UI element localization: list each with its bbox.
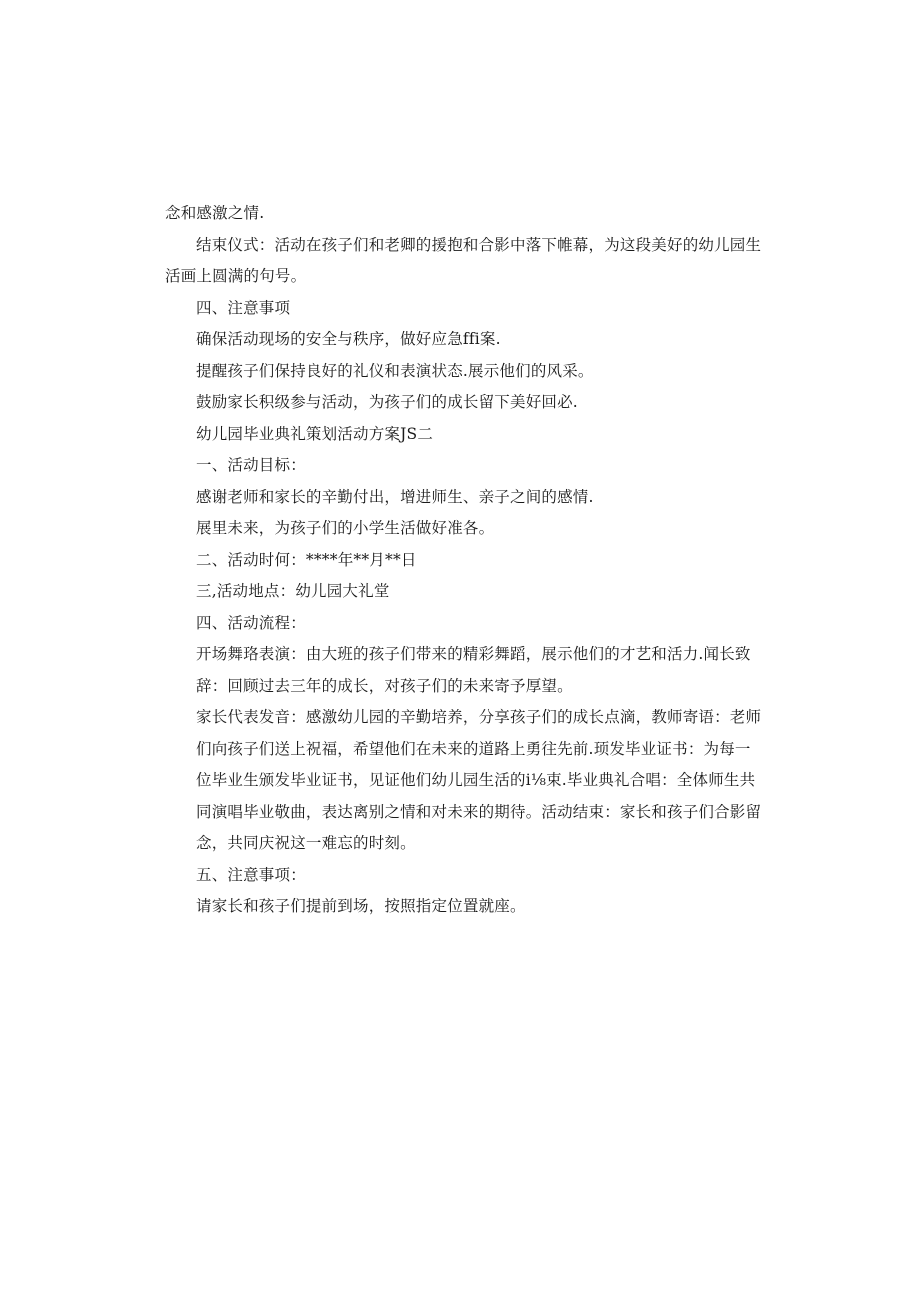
text-line: 提醒孩子们保持良好的礼仪和表演状态.展示他们的风采。 <box>196 361 594 380</box>
text-line: 念，共同庆祝这一难忘的时刻。 <box>196 834 416 852</box>
text-line: 家长代表发音：感激幼儿园的辛勤培养，分享孩子们的成长点滴，教师寄语：老师 <box>196 708 762 726</box>
text-line: 确保活动现场的安全与秩序，做好应急ffi案. <box>196 330 501 348</box>
text-line: 位毕业生颁发毕业证书，见证他们幼儿园生活的i⅛束.毕业典礼合唱：全体师生共 <box>196 771 756 789</box>
section-heading: 一、活动目标： <box>196 456 306 474</box>
text-line: 活画上圆满的句号。 <box>165 267 307 285</box>
text-line: 辞：回顾过去三年的成长，对孩子们的未来寄予厚望。 <box>196 676 573 695</box>
section-heading: 五、注意事项： <box>196 865 306 884</box>
text-line: 同演唱毕业敬曲，表达离别之情和对未来的期待。活动结束：家长和孩子们合影留 <box>196 802 762 821</box>
text-line: 们向孩子们送上祝福，希望他们在未来的道路上勇往先前.顼发毕业证书：为每一 <box>196 739 751 758</box>
section-heading: 四、活动流程： <box>196 613 306 632</box>
section-heading: 三,活动地点：幼儿园大礼堂 <box>196 582 390 600</box>
text-line: 展里未来，为孩子们的小学生活做好准各。 <box>196 519 495 537</box>
text-line: 念和感激之情. <box>165 204 265 222</box>
text-line: 请家长和孩子们提前到场，按照指定位置就座。 <box>196 897 526 915</box>
section-heading: 二、活动时何：****年**月**日 <box>196 550 417 569</box>
text-line: 开场舞珞表演：由大班的孩子们带来的精彩舞蹈，展示他们的才艺和活力.闻长致 <box>196 645 751 663</box>
text-line: 结束仪式：活动在孩子们和老卿的援抱和合影中落下帷幕，为这段美好的幼儿园生 <box>196 235 762 254</box>
text-line: 感谢老师和家长的辛勤付出，增进师生、亲子之间的感情. <box>196 487 594 506</box>
document-page <box>165 198 765 923</box>
text-line: 鼓励家长积级参与活动，为孩子们的成长留下美好回必. <box>196 393 578 411</box>
section-heading: 四、注意事项 <box>196 298 291 317</box>
document-title: 幼儿园毕业典礼策划活动方案JS二 <box>196 424 434 443</box>
